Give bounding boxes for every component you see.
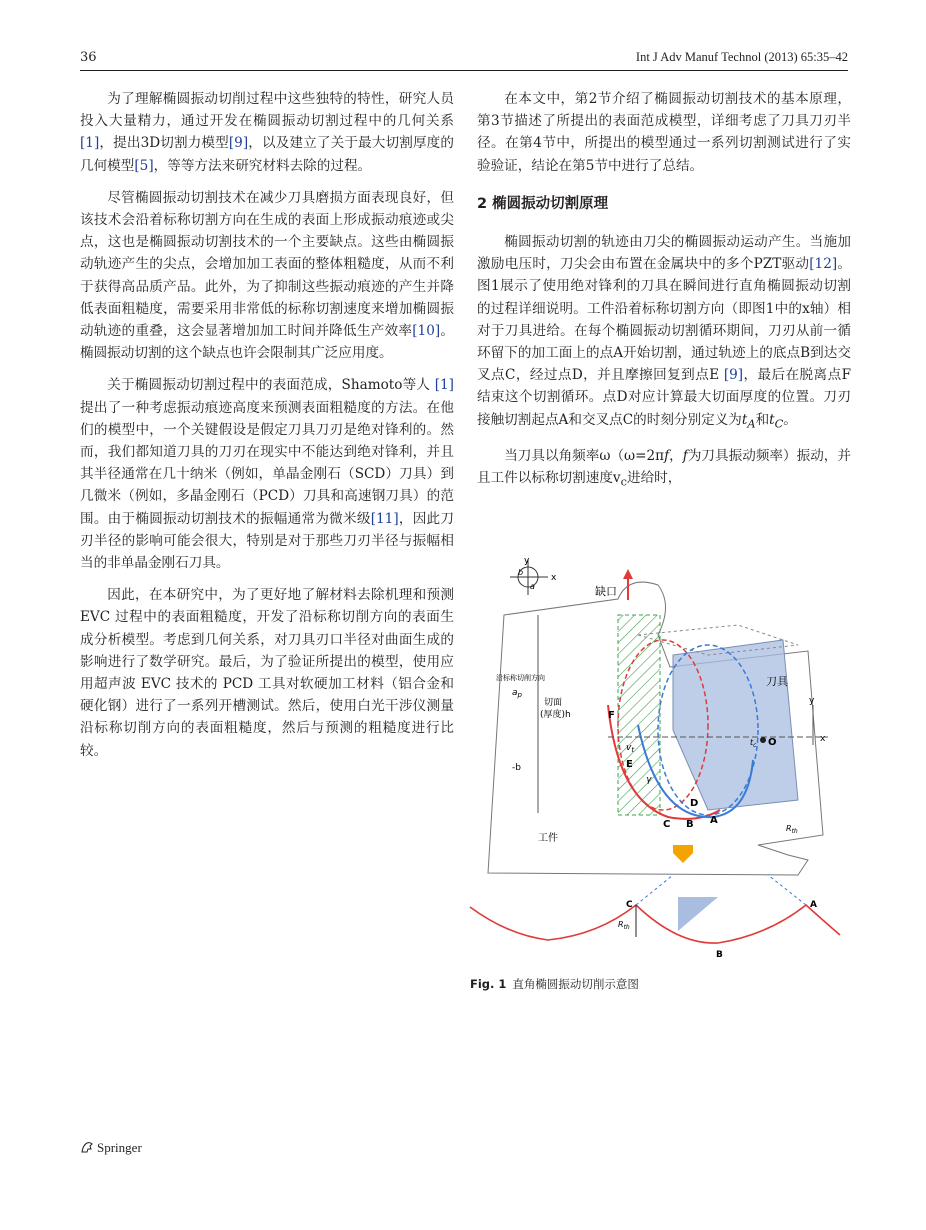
point-F: F — [608, 710, 615, 721]
profile-A: A — [810, 900, 817, 910]
coord-y: y — [524, 556, 530, 566]
paragraph-3 — [80, 374, 454, 574]
coord-x: x — [551, 573, 557, 583]
text: 。图1展示了使用绝对锋利的刀具在瞬间进行直角椭圆振动切割的过程详细说明。工件沿着标称切割方向（即图1中的x轴）相对于刀具进给。在每个椭圆振动切割循环期间，刀刃从前一循环留下的加工面上的点A开始切割，通过轨迹上的底点B到达交叉点C，经过点D，并且摩擦回复到点E — [477, 256, 851, 384]
profile-tangent-left — [636, 875, 673, 905]
coord-a: a — [530, 582, 535, 591]
point-D: D — [690, 798, 699, 809]
text: 为了理解椭圆振动切削过程中这些独特的特性，研究人员投入大量精力，通过开发在椭圆振动切割过程中的几何关系 — [80, 91, 454, 130]
paragraph-2 — [80, 187, 454, 365]
citation-link[interactable]: [11] — [370, 510, 399, 527]
right-column — [477, 88, 851, 493]
paragraph-6 — [477, 231, 851, 435]
math-var: t — [769, 411, 775, 428]
text: 当刀具以角频率ω（ω=2π — [504, 447, 665, 464]
figure-1-diagram — [468, 555, 848, 995]
figure-caption — [470, 976, 639, 992]
citation-link[interactable]: [5] — [134, 157, 154, 174]
text: ，提出3D切割力模型 — [99, 135, 229, 152]
notch-label: 缺口 — [595, 585, 617, 598]
surface-profile — [470, 905, 840, 943]
citation-link[interactable]: [1] — [80, 135, 100, 152]
section-heading: 2 椭圆振动切割原理 — [477, 195, 609, 212]
profile-rth: $R_{th}$ — [618, 920, 630, 931]
tool-label: 刀具 — [766, 675, 788, 688]
text: 和 — [755, 411, 770, 428]
point-A: A — [710, 815, 718, 826]
publisher-name: Springer — [97, 1140, 142, 1155]
math-var: f — [664, 447, 670, 464]
point-B: B — [686, 819, 694, 830]
math-var: t — [741, 411, 748, 428]
math-sub: A — [747, 416, 756, 431]
text: ，以及建立了关于最大切割厚度的几何模型 — [80, 135, 454, 174]
center-point — [760, 737, 766, 743]
ap-label: $a_p$ — [512, 688, 522, 699]
vt-label: $v_t$ — [626, 743, 635, 754]
axis-y2: y — [809, 696, 815, 706]
rth-label: $R_{th}$ — [786, 824, 798, 835]
profile-tool-wedge — [678, 897, 718, 931]
point-C: C — [663, 819, 671, 830]
text: ，等等方法来研究材料去除的过程。 — [153, 157, 372, 174]
journal-citation: Int J Adv Manuf Technol (2013) 65:35–42 — [635, 50, 848, 64]
paragraph-5: 在本文中，第2节介绍了椭圆振动切割技术的基本原理，第3节描述了所提出的表面范成模型，详细考虑了刀具刀刃半径。在第4节中，所提出的模型通过一系列切割测试进行了实验验证，结论在第5节中进行了总结。 — [477, 91, 851, 174]
point-O: O — [768, 737, 777, 748]
tau-label: $t_c$ — [750, 738, 757, 749]
header-rule — [80, 70, 848, 71]
text: 尽管椭圆振动切割技术在减少刀具磨损方面表现良好，但该技术会沿着标称切割方向在生成的表面上形成振动痕迹或尖点，这也是椭圆振动切割技术的一个主要缺点。这些由椭圆振动轨迹产生的尖点，会增加加工表面的整体粗糙度，从而不利于获得高品质产品。此外，为了抑制这些振动痕迹的产生并降低表面粗糙度，需要采用非常低的标称切割速度来增加椭圆振动轨迹的重叠，这会显著增加加工时间并降低生产效率 — [80, 189, 454, 340]
citation-link[interactable]: [10] — [412, 323, 441, 340]
citation-link[interactable]: [9] — [723, 367, 744, 384]
left-column — [80, 88, 454, 772]
text: 椭圆振动切割的轨迹由刀尖的椭圆振动运动产生。当施加激励电压时，刀尖会由布置在金属块中的多个PZT驱动 — [477, 234, 851, 273]
workpiece-label: 工件 — [538, 833, 558, 844]
figure-label: Fig. 1 — [470, 977, 507, 991]
paragraph-7 — [477, 445, 851, 493]
text: ，最后在脱离点F结束这个切割循环。点D对应计算最大切面厚度的位置。刀刃接触切割起点A和交叉点C的时刻分别定义为 — [477, 367, 852, 428]
citation-link[interactable]: [1] — [434, 377, 454, 394]
citation-link[interactable]: [12] — [809, 256, 838, 273]
minus-b-label: -b — [512, 763, 521, 773]
cut-thickness-label: 切面 — [544, 698, 563, 708]
nominal-dir-label: 沿标称切削方向 — [496, 674, 545, 682]
text: 。 — [783, 411, 797, 428]
citation-link[interactable]: [9] — [228, 135, 249, 152]
text: 提出了一种考虑振动痕迹高度来预测表面粗糙度的方法。在他们的模型中，一个关键假设是假定刀具刀刃是绝对锋利的。然而，我们都知道刀具的刀刃在现实中不能达到绝对锋利，并且其半径通常在几十纳米（例如，单晶金刚石（SCD）刀具）到几微米（例如，多晶金刚石（PCD）刀具和高速钢刀具）的范围。由于椭圆振动切割技术的振幅通常为微米级 — [80, 399, 454, 527]
math-sub: c — [620, 474, 627, 489]
axis-x2: x — [820, 734, 826, 744]
paragraph-1 — [80, 88, 454, 177]
paragraph-4: 因此，在本研究中，为了更好地了解材料去除机理和预测 EVC 过程中的表面粗糙度，开发了沿标称切削方向的表面生成分析模型。考虑到几何关系，对刀具刃口半径对曲面生成的影响进行了数学研究。最后，为了验证所提出的模型，使用应用超声波 EVC 技术的 PCD 工具对软硬加工材料（铝合金和硬化钢）进行了一系列开槽测试。然后，使用白光干涉仪测量沿标称切削方向的表面粗糙度，然后与预测的粗糙度进行比较。 — [80, 587, 454, 759]
profile-B: B — [716, 950, 723, 960]
chip-region — [618, 615, 660, 815]
math-sub: C — [774, 416, 784, 431]
coord-b: b — [518, 568, 524, 577]
notch-arrowhead — [623, 569, 633, 579]
page-number: 36 — [80, 50, 97, 65]
text: ， — [669, 447, 683, 464]
point-E: E — [626, 759, 633, 770]
cut-thickness-label2: (厚度)h — [540, 710, 571, 720]
profile-C: C — [626, 900, 633, 910]
publisher-footer — [80, 1140, 142, 1156]
math-var: f — [682, 447, 688, 464]
profile-tangent-right — [768, 875, 806, 905]
text: ，因此刀刃半径的影响可能会很大，特别是对于那些刀刃半径与振幅相当的非单晶金刚石刀具。 — [80, 510, 454, 572]
text: 关于椭圆振动切割过程中的表面范成，Shamoto等人 — [107, 377, 435, 394]
figure-caption-text: 直角椭圆振动切削示意图 — [512, 977, 639, 991]
text: 。椭圆振动切割的这个缺点也许会限制其广泛应用度。 — [80, 323, 454, 362]
text: 进给时， — [626, 469, 682, 486]
springer-horse-icon — [80, 1140, 94, 1154]
gamma-label: γ — [646, 775, 652, 785]
text: 为刀具振动频率）振动，并且工件以标称切割速度v — [477, 447, 852, 486]
